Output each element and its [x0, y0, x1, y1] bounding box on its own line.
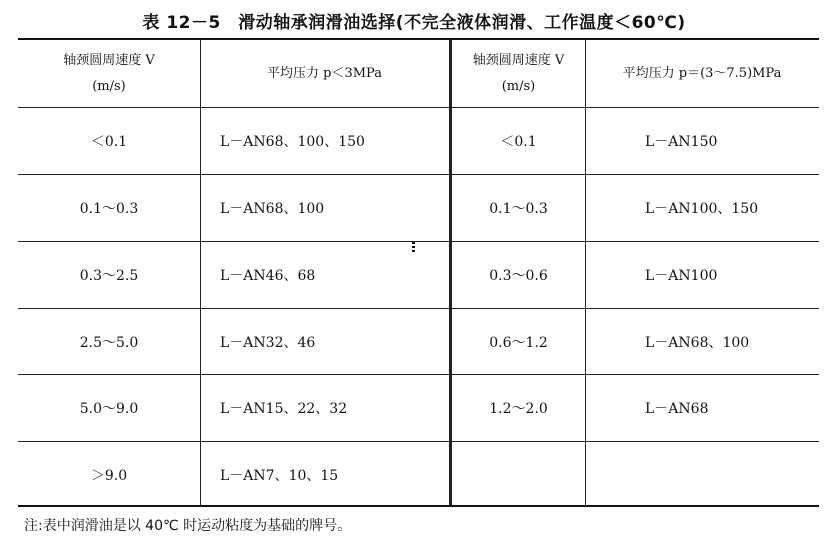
table-footnote: 注:表中润滑油是以 40℃ 时运动粘度为基础的牌号。	[24, 518, 352, 534]
speed-high-cell	[452, 442, 585, 507]
header-speed-label: 轴颈圆周速度 V	[63, 52, 155, 68]
lubricant-table	[18, 38, 819, 507]
oil-low-cell: L－AN15、22、32	[220, 401, 348, 417]
table-title: 表 12－5 滑动轴承润滑油选择(不完全液体润滑、工作温度＜60℃)	[142, 13, 686, 33]
table-row	[18, 442, 819, 507]
oil-low-cell: L－AN46、68	[220, 268, 316, 284]
speed-low-cell: 0.1～0.3	[79, 201, 139, 217]
column-divider	[200, 40, 201, 505]
table-header-row	[18, 40, 819, 108]
double-column-divider	[449, 40, 452, 505]
table-row	[18, 375, 819, 442]
speed-high-cell: 0.6～1.2	[489, 334, 548, 351]
table-row	[18, 175, 819, 242]
header-speed-high	[452, 40, 585, 107]
header-pressure-high: 平均压力 p＝(3～7.5)MPa	[622, 65, 782, 81]
column-divider	[585, 40, 586, 505]
speed-low-cell: ＞9.0	[90, 467, 128, 484]
oil-high-cell	[585, 442, 819, 507]
oil-high-cell: L－AN68、100	[645, 334, 750, 351]
speed-high-cell: ＜0.1	[500, 134, 537, 150]
speed-high-cell: 0.3～0.6	[489, 268, 548, 284]
oil-high-cell: L－AN150	[645, 134, 718, 150]
header-pressure-low: 平均压力 p＜3MPa	[267, 65, 382, 81]
speed-low-cell: 5.0～9.0	[79, 401, 139, 417]
table-row	[18, 309, 819, 375]
header-speed-unit: (m/s)	[92, 78, 126, 94]
scan-speck	[412, 242, 415, 254]
oil-low-cell: L－AN68、100、150	[220, 134, 365, 150]
speed-low-cell: 2.5～5.0	[79, 334, 139, 351]
speed-low-cell: ＜0.1	[90, 134, 128, 150]
oil-low-cell: L－AN7、10、15	[220, 467, 339, 484]
header-speed-low	[18, 40, 200, 107]
oil-high-cell: L－AN100、150	[645, 201, 759, 217]
table-row	[18, 108, 819, 175]
speed-low-cell: 0.3～2.5	[79, 268, 139, 284]
table-row	[18, 242, 819, 309]
speed-high-cell: 1.2～2.0	[489, 401, 548, 417]
oil-high-cell: L－AN100	[645, 268, 718, 284]
header-speed-unit: (m/s)	[501, 78, 536, 94]
header-speed-label: 轴颈圆周速度 V	[472, 52, 565, 68]
speed-high-cell: 0.1～0.3	[489, 201, 548, 217]
oil-high-cell: L－AN68	[645, 401, 709, 417]
oil-low-cell: L－AN68、100	[220, 201, 325, 217]
oil-low-cell: L－AN32、46	[220, 334, 316, 351]
